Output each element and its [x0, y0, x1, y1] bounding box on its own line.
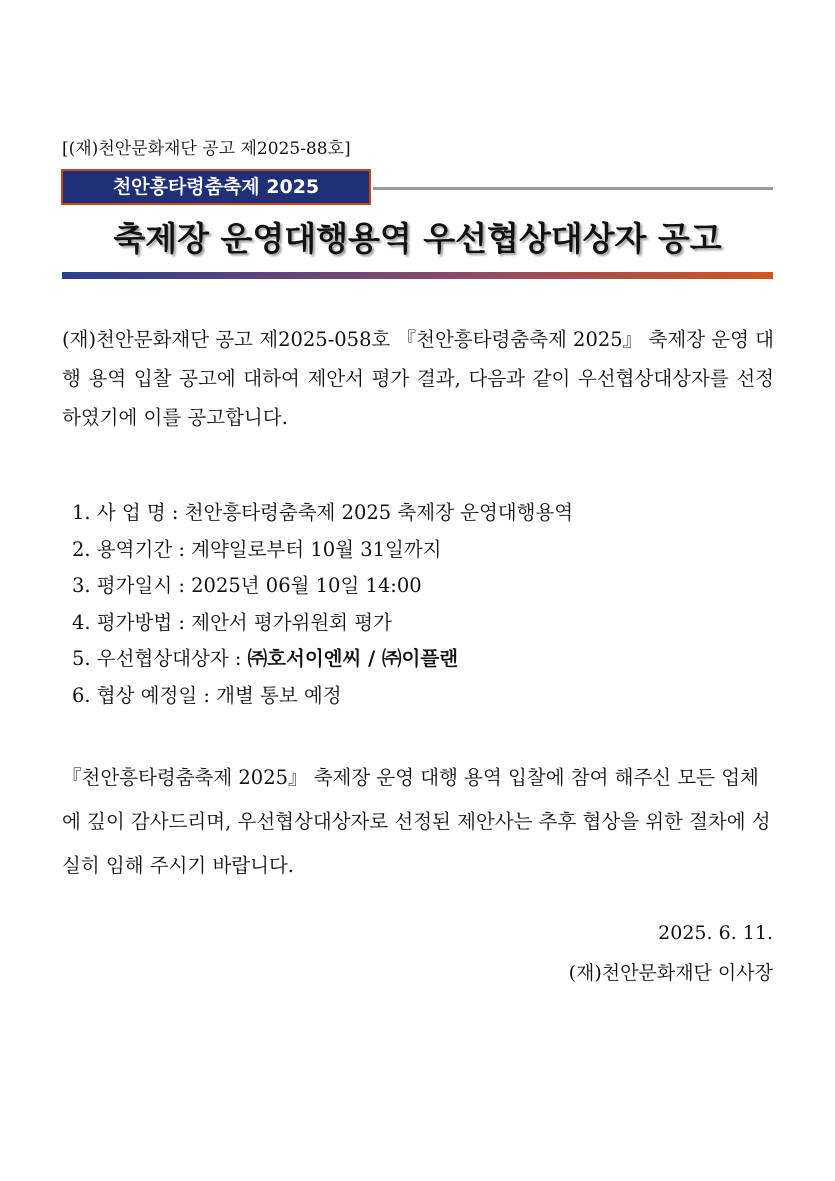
selected-bidders: ㈜호서이엔씨 / ㈜이플랜: [247, 647, 459, 670]
item-label: 3. 평가일시 :: [72, 574, 192, 597]
item-label: 1. 사 업 명 :: [72, 501, 185, 524]
list-item: [72, 678, 573, 715]
header-divider: [373, 187, 773, 190]
festival-badge: 천안흥타령춤축제 2025: [61, 169, 371, 205]
item-value: 개별 통보 예정: [216, 683, 342, 707]
intro-paragraph: (재)천안문화재단 공고 제2025-058호 『천안흥타령춤축제 2025』 축제장 운영 대행 용역 입찰 공고에 대하여 제안서 평가 결과, 다음과 같이 우선협상대상자를 선정하였기에 이를 공고합니다.: [62, 328, 774, 429]
item-value: 계약일로부터 10월 31일까지: [191, 537, 442, 561]
item-value: 제안서 평가위원회 평가: [191, 610, 392, 634]
item-label: 6. 협상 예정일 :: [72, 683, 217, 707]
details-list: [72, 495, 573, 714]
signature: (재)천안문화재단 이사장: [568, 962, 773, 984]
list-item: [72, 532, 573, 569]
list-item: [72, 641, 573, 678]
item-label: 5. 우선협상대상자 :: [72, 647, 248, 670]
title-underline: [62, 272, 773, 279]
closing-paragraph: 『천안흥타령춤축제 2025』 축제장 운영 대행 용역 입찰에 참여 해주신 모든 업체에 깊이 감사드리며, 우선협상대상자로 선정된 제안사는 추후 협상을 위한 절차에 성실히 임해 주시기 바랍니다.: [62, 766, 771, 877]
item-value: 천안흥타령춤축제 2025 축제장 운영대행용역: [184, 501, 574, 524]
item-label: 4. 평가방법 :: [72, 610, 192, 634]
list-item: [72, 495, 573, 532]
item-value: 2025년 06월 10일 14:00: [191, 574, 422, 597]
page-title: 축제장 운영대행용역 우선협상대상자 공고: [113, 219, 722, 258]
list-item: [72, 568, 573, 605]
list-item: [72, 605, 573, 642]
notice-number: [(재)천안문화재단 공고 제2025-88호]: [62, 139, 351, 159]
notice-date: 2025. 6. 11.: [658, 922, 773, 944]
item-label: 2. 용역기간 :: [72, 537, 192, 561]
